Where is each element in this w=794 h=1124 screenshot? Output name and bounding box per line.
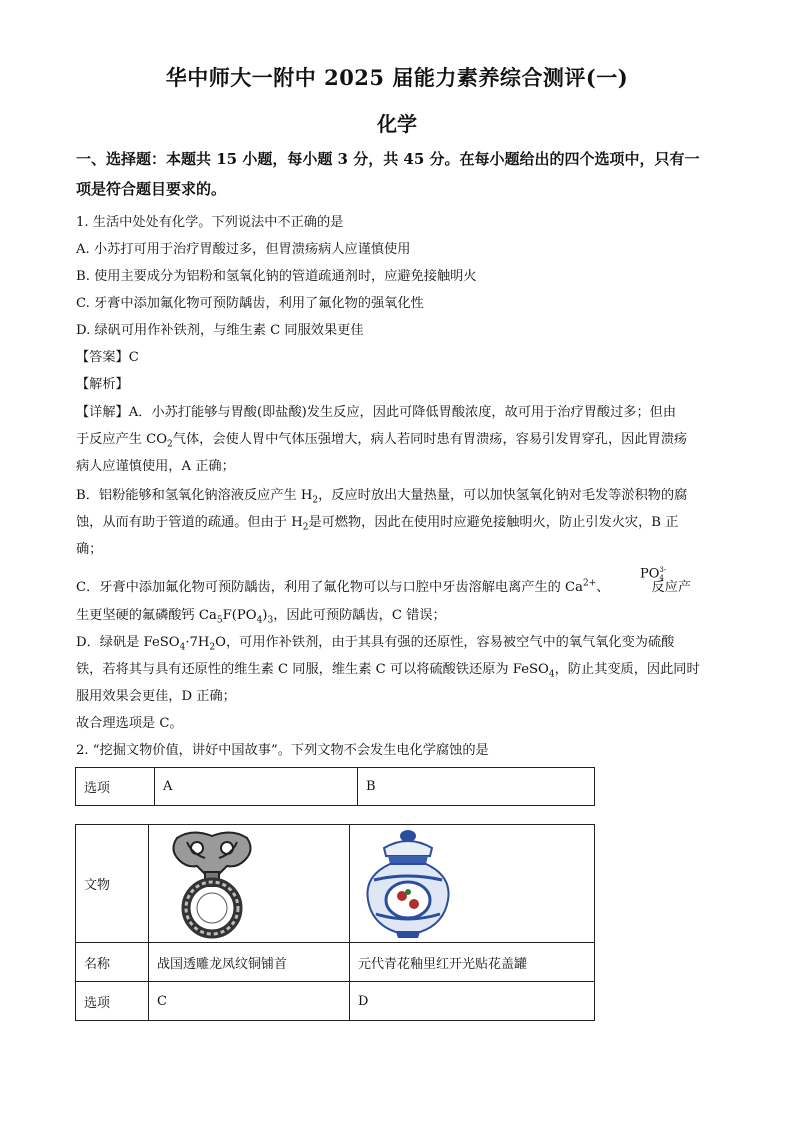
q1-option-c: C. 牙膏中添加氟化物可预防龋齿，利用了氟化物的强氧化性 — [76, 296, 424, 311]
q1-detail-c-line1: C．牙膏中添加氟化物可预防龋齿，利用了氟化物可以与口腔中牙齿溶解电离产生的 $Ca^{2+}$、 反应产 — [76, 578, 692, 595]
table-cell: 元代青花釉里红开光贴花盖罐 — [350, 943, 595, 982]
page-title: 华中师大一附中 2025 届能力素养综合测评(一) — [165, 65, 629, 90]
bronze-knocker-drawing — [157, 828, 267, 940]
q2-stem: 2. “挖掘文物价值，讲好中国故事”。下列文物不会发生电化学腐蚀的是 — [76, 743, 489, 758]
q1-answer: 【答案】C — [76, 350, 139, 365]
section-heading-line1: 一、选择题：本题共 15 小题，每小题 3 分，共 45 分。在每小题给出的四个选项中，只有一 — [76, 150, 700, 168]
q1-detail-b-line3: 确； — [76, 542, 103, 557]
table-row — [76, 982, 595, 1021]
q2-options-table-top — [75, 767, 595, 806]
q1-detail-a-line3: 病人应谨慎使用，A 正确； — [76, 459, 235, 474]
q1-detail-a-line1: 【详解】A．小苏打能够与胃酸(即盐酸)发生反应，因此可降低胃酸浓度，故可用于治疗胃酸过多；但由 — [76, 405, 677, 420]
porcelain-jar-image — [350, 825, 595, 943]
porcelain-jar-drawing — [358, 828, 458, 940]
q1-option-a: A. 小苏打可用于治疗胃酸过多，但胃溃疡病人应谨慎使用 — [76, 242, 411, 257]
table-cell: 选项 — [76, 768, 155, 806]
q1-detail-d-line3: 服用效果会更佳，D 正确； — [76, 689, 236, 704]
table-cell: D — [350, 982, 595, 1021]
subject-title: 化学 — [377, 112, 417, 136]
section-heading-line2: 项是符合题目要求的。 — [76, 180, 227, 198]
table-cell: 文物 — [76, 825, 149, 943]
table-row — [76, 825, 595, 943]
table-cell: 战国透雕龙凤纹铜铺首 — [149, 943, 350, 982]
q1-detail-b-line1: B．铝粉能够和氢氧化钠溶液反应产生 $H_2$，反应时放出大量热量，可以加快氢氧化钠对毛发等淤积物的腐 — [76, 488, 688, 506]
table-cell: 选项 — [76, 982, 149, 1021]
bronze-knocker-image — [149, 825, 350, 943]
q1-detail-d-line2: 铁，若将其与具有还原性的维生素 C 同服，维生素 C 可以将硫酸铁还原为 FeSO$_4$，防止其变质，因此同时 — [76, 662, 700, 680]
table-cell: B — [358, 768, 595, 806]
q1-conclusion: 故合理选项是 C。 — [76, 716, 183, 731]
q1-detail-a-line2: 于反应产生 $CO_2$气体，会使人胃中气体压强增大，病人若同时患有胃溃疡，容易引发胃穿孔，因此胃溃疡 — [76, 432, 688, 450]
q1-option-b: B. 使用主要成分为铝粉和氢氧化钠的管道疏通剂时，应避免接触明火 — [76, 269, 477, 284]
q1-detail-c-line2: 生更坚硬的氟磷酸钙 $Ca_5F(PO_4)_3$，因此可预防龋齿，C 错误； — [76, 608, 446, 626]
table-row — [76, 768, 595, 806]
table-cell: C — [149, 982, 350, 1021]
q1-analysis-label: 【解析】 — [76, 377, 129, 392]
table-cell: A — [155, 768, 358, 806]
q1-detail-d-line1: D．绿矾是 $FeSO_4\cdot 7H_2O$，可用作补铁剂，由于其具有强的还原性，容易被空气中的氧气氧化变为硫酸 — [76, 635, 675, 653]
table-cell: 名称 — [76, 943, 149, 982]
q1-option-d: D. 绿矾可用作补铁剂，与维生素 C 同服效果更佳 — [76, 323, 364, 338]
q2-artifacts-table — [75, 824, 595, 1021]
phosphate-ion-formula: PO 3- 4 — [640, 566, 667, 582]
q1-detail-b-line2: 蚀，从而有助于管道的疏通。但由于 $H_2$是可燃物，因此在使用时应避免接触明火，防止引发火灾，B 正 — [76, 515, 679, 533]
q1-stem: 1. 生活中处处有化学。下列说法中不正确的是 — [76, 215, 344, 230]
table-row — [76, 943, 595, 982]
